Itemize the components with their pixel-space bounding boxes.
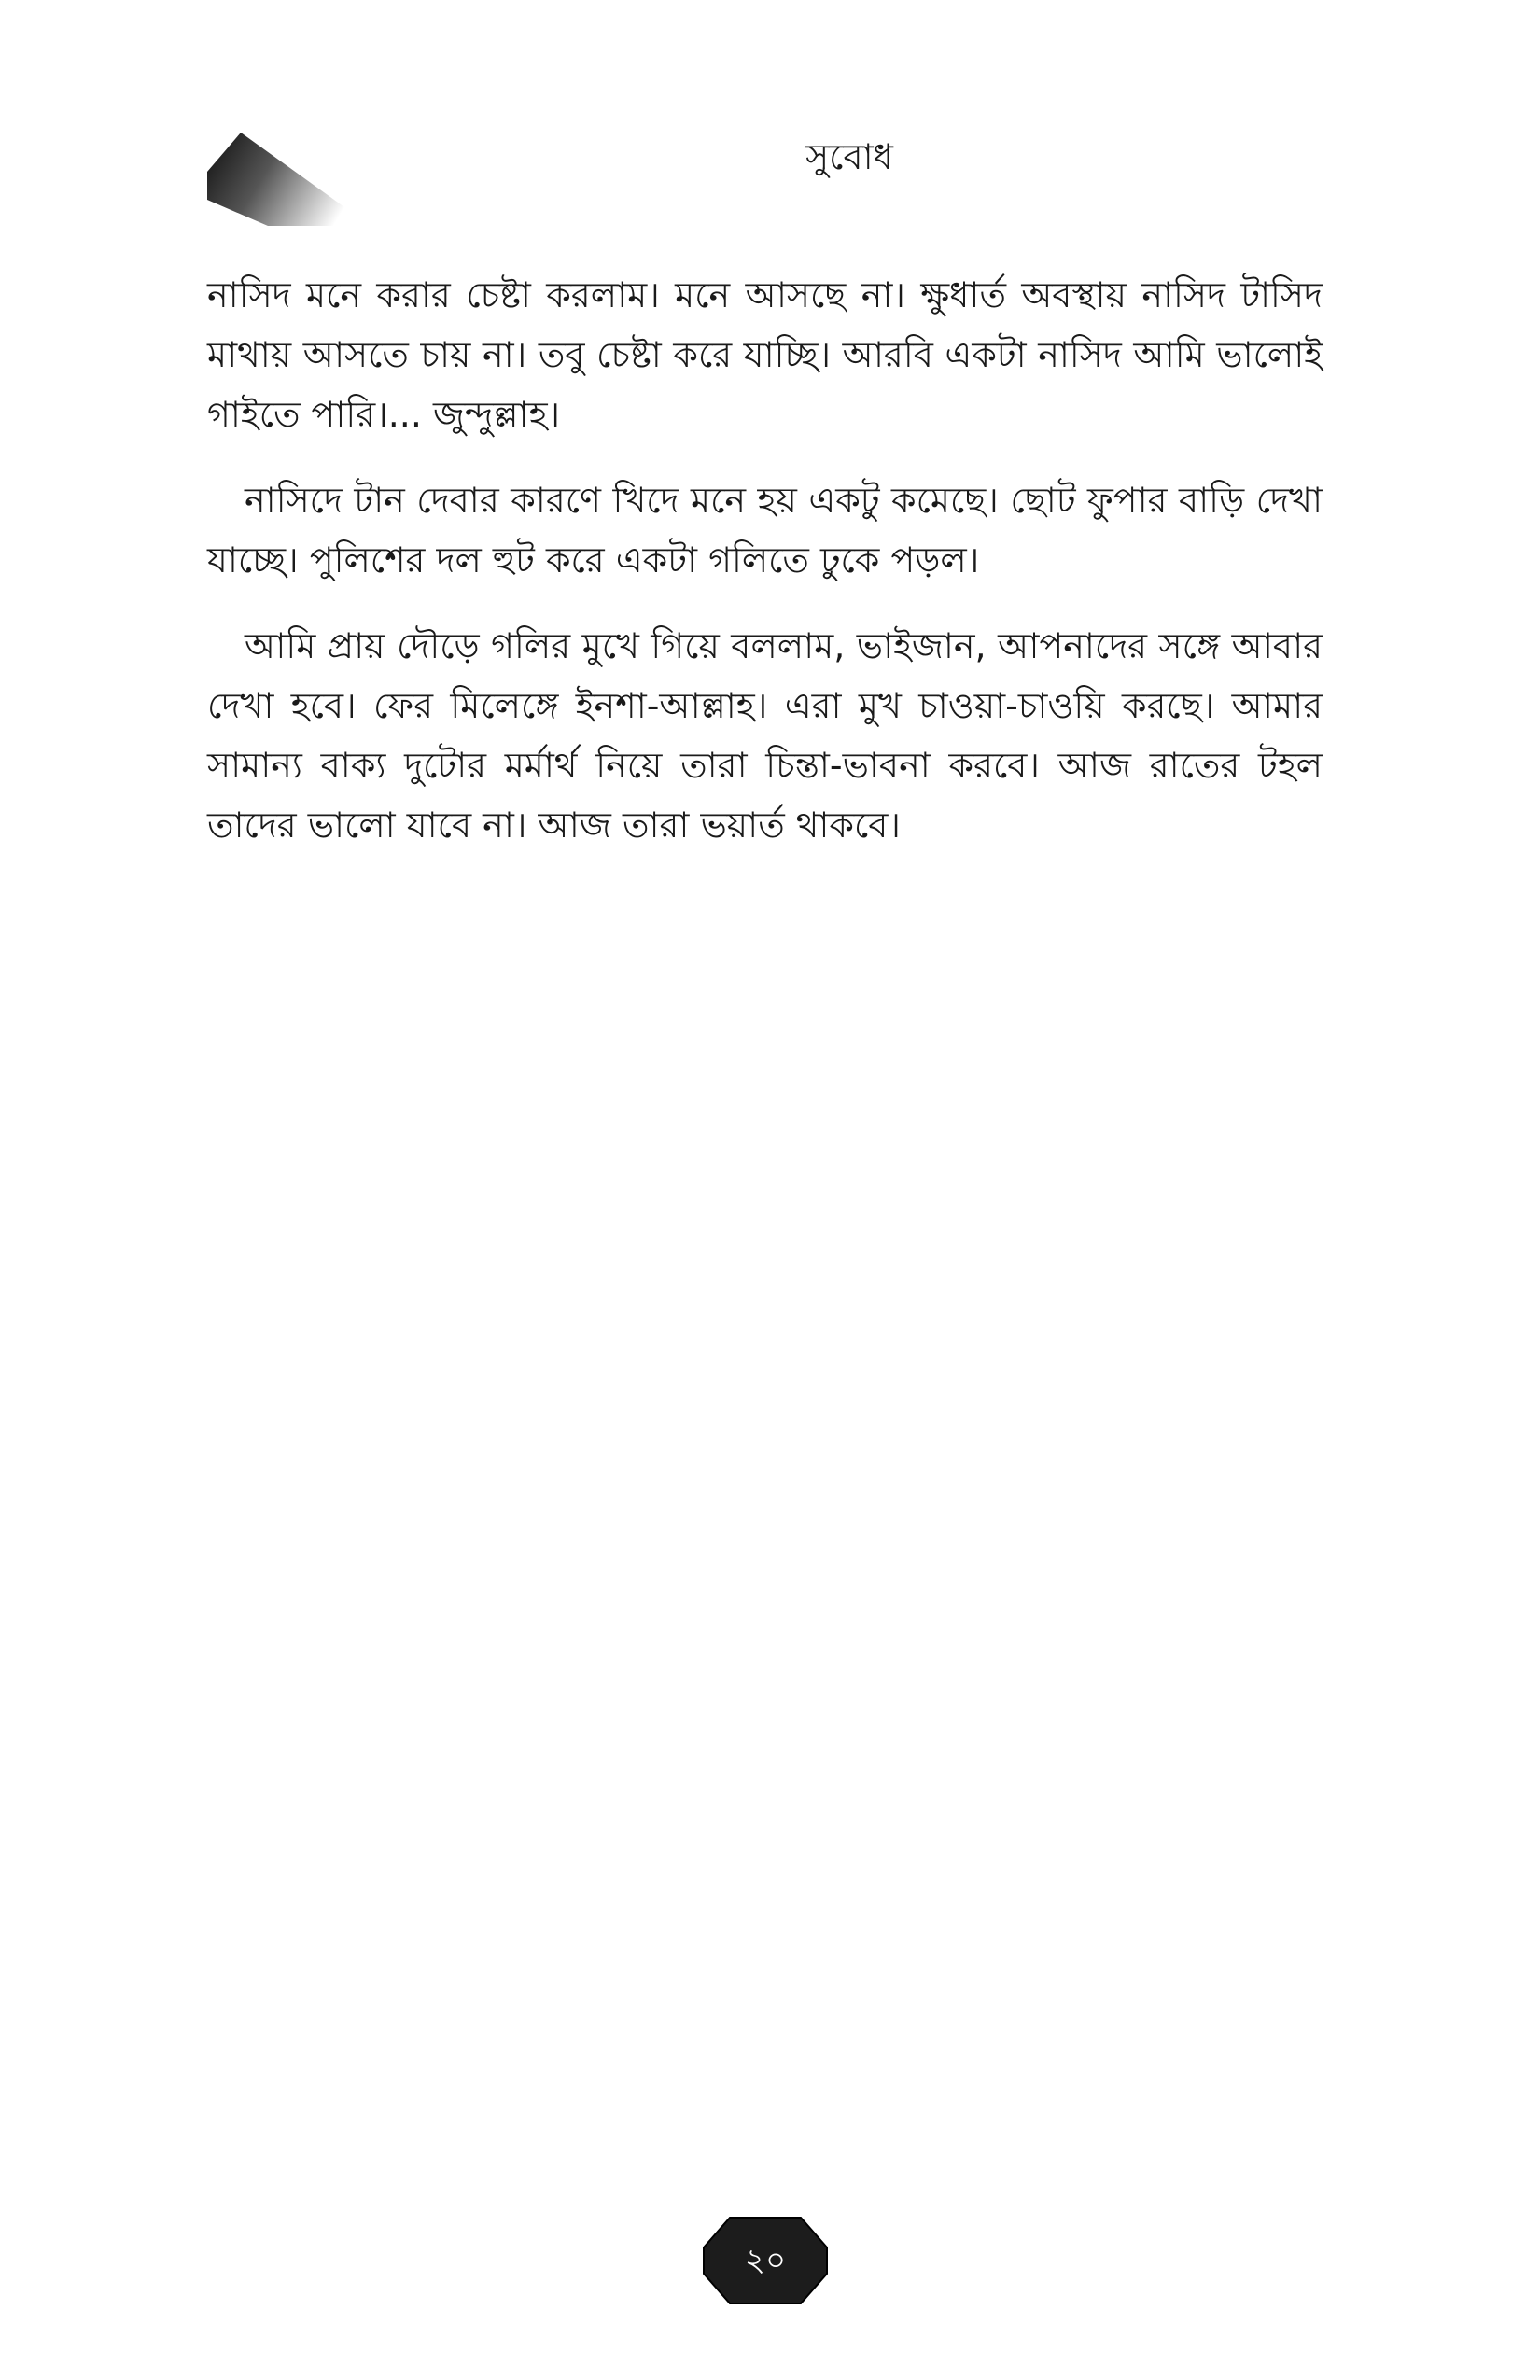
paragraph-2: নাসিদে টান দেবার কারণে খিদে মনে হয় একটু কমেছে। ছোট ফুপার বাড়ি দেখা যাচ্ছে। পুলিশের দল হুট করে একটা গলিতে ঢুকে পড়ল।	[207, 480, 1323, 581]
paragraph-3: আমি প্রায় দৌড়ে গলির মুখে গিয়ে বললাম, ভাইজান, আপনাদের সঙ্গে আবার দেখা হবে। ফের মিলেঙ্গে ইনশা-আল্লাহ। এরা মুখ চাওয়া-চাওয়ি করছে। আমার সামান্য বাক্য দুটোর মর্মার্থ নিয়ে তারা চিন্তা-ভাবনা করবে। আজ রাতের টহল তাদের ভালো যাবে না। আজ তারা ভয়ার্ত থাকবে।	[207, 625, 1323, 846]
paragraph-1: নাসিদ মনে করার চেষ্টা করলাম। মনে আসছে না। ক্ষুধার্ত অবস্থায় নাসিদ টাসিদ মাথায় আসতে চায় না। তবু চেষ্টা করে যাচ্ছি। আরবি একটা নাসিদ আমি ভালোই গাইতে পারি।... জুন্দুল্লাহ।	[207, 274, 1323, 435]
running-head-title: সুবোধ	[805, 136, 893, 177]
body-text	[207, 265, 1323, 881]
page-number: ২০	[744, 2242, 787, 2279]
